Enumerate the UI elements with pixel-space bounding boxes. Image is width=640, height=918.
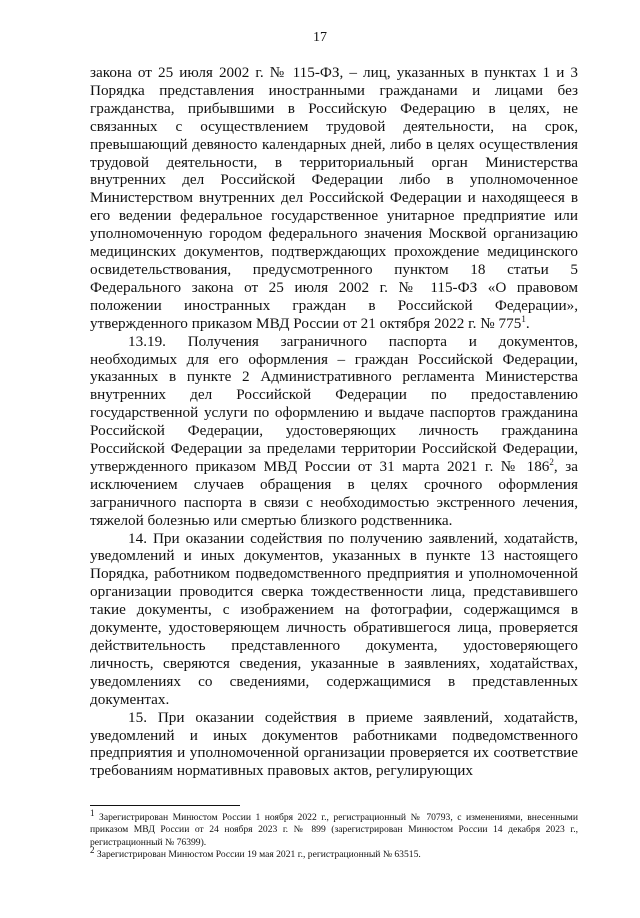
footnote-marker: 2: [90, 844, 95, 855]
document-body: [90, 64, 578, 780]
sentence-end: .: [525, 314, 530, 332]
footnote-reference-1[interactable]: 1: [521, 313, 526, 324]
footnote-marker: 1: [90, 807, 95, 818]
paragraph-13-19: [90, 333, 578, 530]
footnote-1: [90, 807, 578, 849]
paragraph-text: закона от 25 июля 2002 г. № 115-ФЗ, – лиц, указанных в пунктах 1 и 3 Порядка представления иностранными гражданами и лицами без гражданства, прибывшими в Российскую Федерацию в целях, не связанных с осуществлением трудовой деятельности, на срок, превышающий девяносто календарных дней, либо в целях осуществления трудовой деятельности, в территориальный орган Министерства внутренних дел Российской Федерации либо в уполномоченное Министерством внутренних дел Российской Федерации и находящееся в его ведении федеральное государственное унитарное предприятие или уполномоченную городом федерального значения Москвой организацию медицинских документов, подтверждающих прохождение медицинского освидетельствования, предусмотренного пунктом 18 статьи 5 Федерального закона от 25 июля 2002 г. № 115-ФЗ «О правовом положении иностранных граждан в Российской Федерации», утвержденного приказом МВД России от 21 октября 2022 г. № 775: [90, 64, 578, 332]
footnote-separator: [90, 805, 240, 806]
paragraph-14: 14. При оказании содействия по получению заявлений, ходатайств, уведомлений и иных документов, указанных в пункте 13 настоящего Порядка, работником подведомственного предприятия и уполномоченной организации проводится сверка тождественности лица, представившего такие документы, с изображением на фотографии, содержащимся в документе, удостоверяющем личность обратившегося лица, проверяется действительность представленного документа, удостоверяющего личность, сверяются сведения, указанные в заявлениях, ходатайствах, уведомлениях со сведениями, содержащимися в представленных документах.: [90, 529, 578, 708]
footnote-2: [90, 844, 578, 861]
paragraph-text: 13.19. Получения заграничного паспорта и документов, необходимых для его оформления – граждан Российской Федерации, указанных в пункте 2 Административного регламента Министерства внутренних дел Российской Федерации по предоставлению государственной услуги по оформлению и выдаче паспортов гражданина Российской Федерации, удостоверяющих личность гражданина Российской Федерации за пределами территории Российской Федерации, утвержденного приказом МВД России от 31 марта 2021 г. № 186: [90, 332, 578, 475]
page-number: 17: [313, 30, 327, 45]
paragraph-continuation-13-18: [90, 64, 578, 333]
paragraph-15: 15. При оказании содействия в приеме заявлений, ходатайств, уведомлений и иных документов работниками подведомственного предприятия и уполномоченной организации проверяется их соответствие требованиям нормативных правовых актов, регулирующих: [90, 708, 578, 780]
footnote-reference-2[interactable]: 2: [549, 456, 554, 467]
footnote-text: Зарегистрирован Минюстом России 19 мая 2021 г., регистрационный № 63515.: [96, 848, 421, 860]
footnote-text: Зарегистрирован Минюстом России 1 ноября 2022 г., регистрационный № 70793, с изменениями, внесенными приказом МВД России от 24 ноября 2023 г. № 899 (зарегистрирован Минюстом России 14 декабря 2023 г., регистрационный № 76399).: [90, 812, 578, 848]
footnotes: [90, 807, 578, 861]
paragraph-text-continued: , за исключением случаев обращения в целях срочного оформления заграничного паспорта в связи с необходимостью экстренного лечения, тяжелой болезнью или смертью близкого родственника.: [90, 457, 578, 529]
